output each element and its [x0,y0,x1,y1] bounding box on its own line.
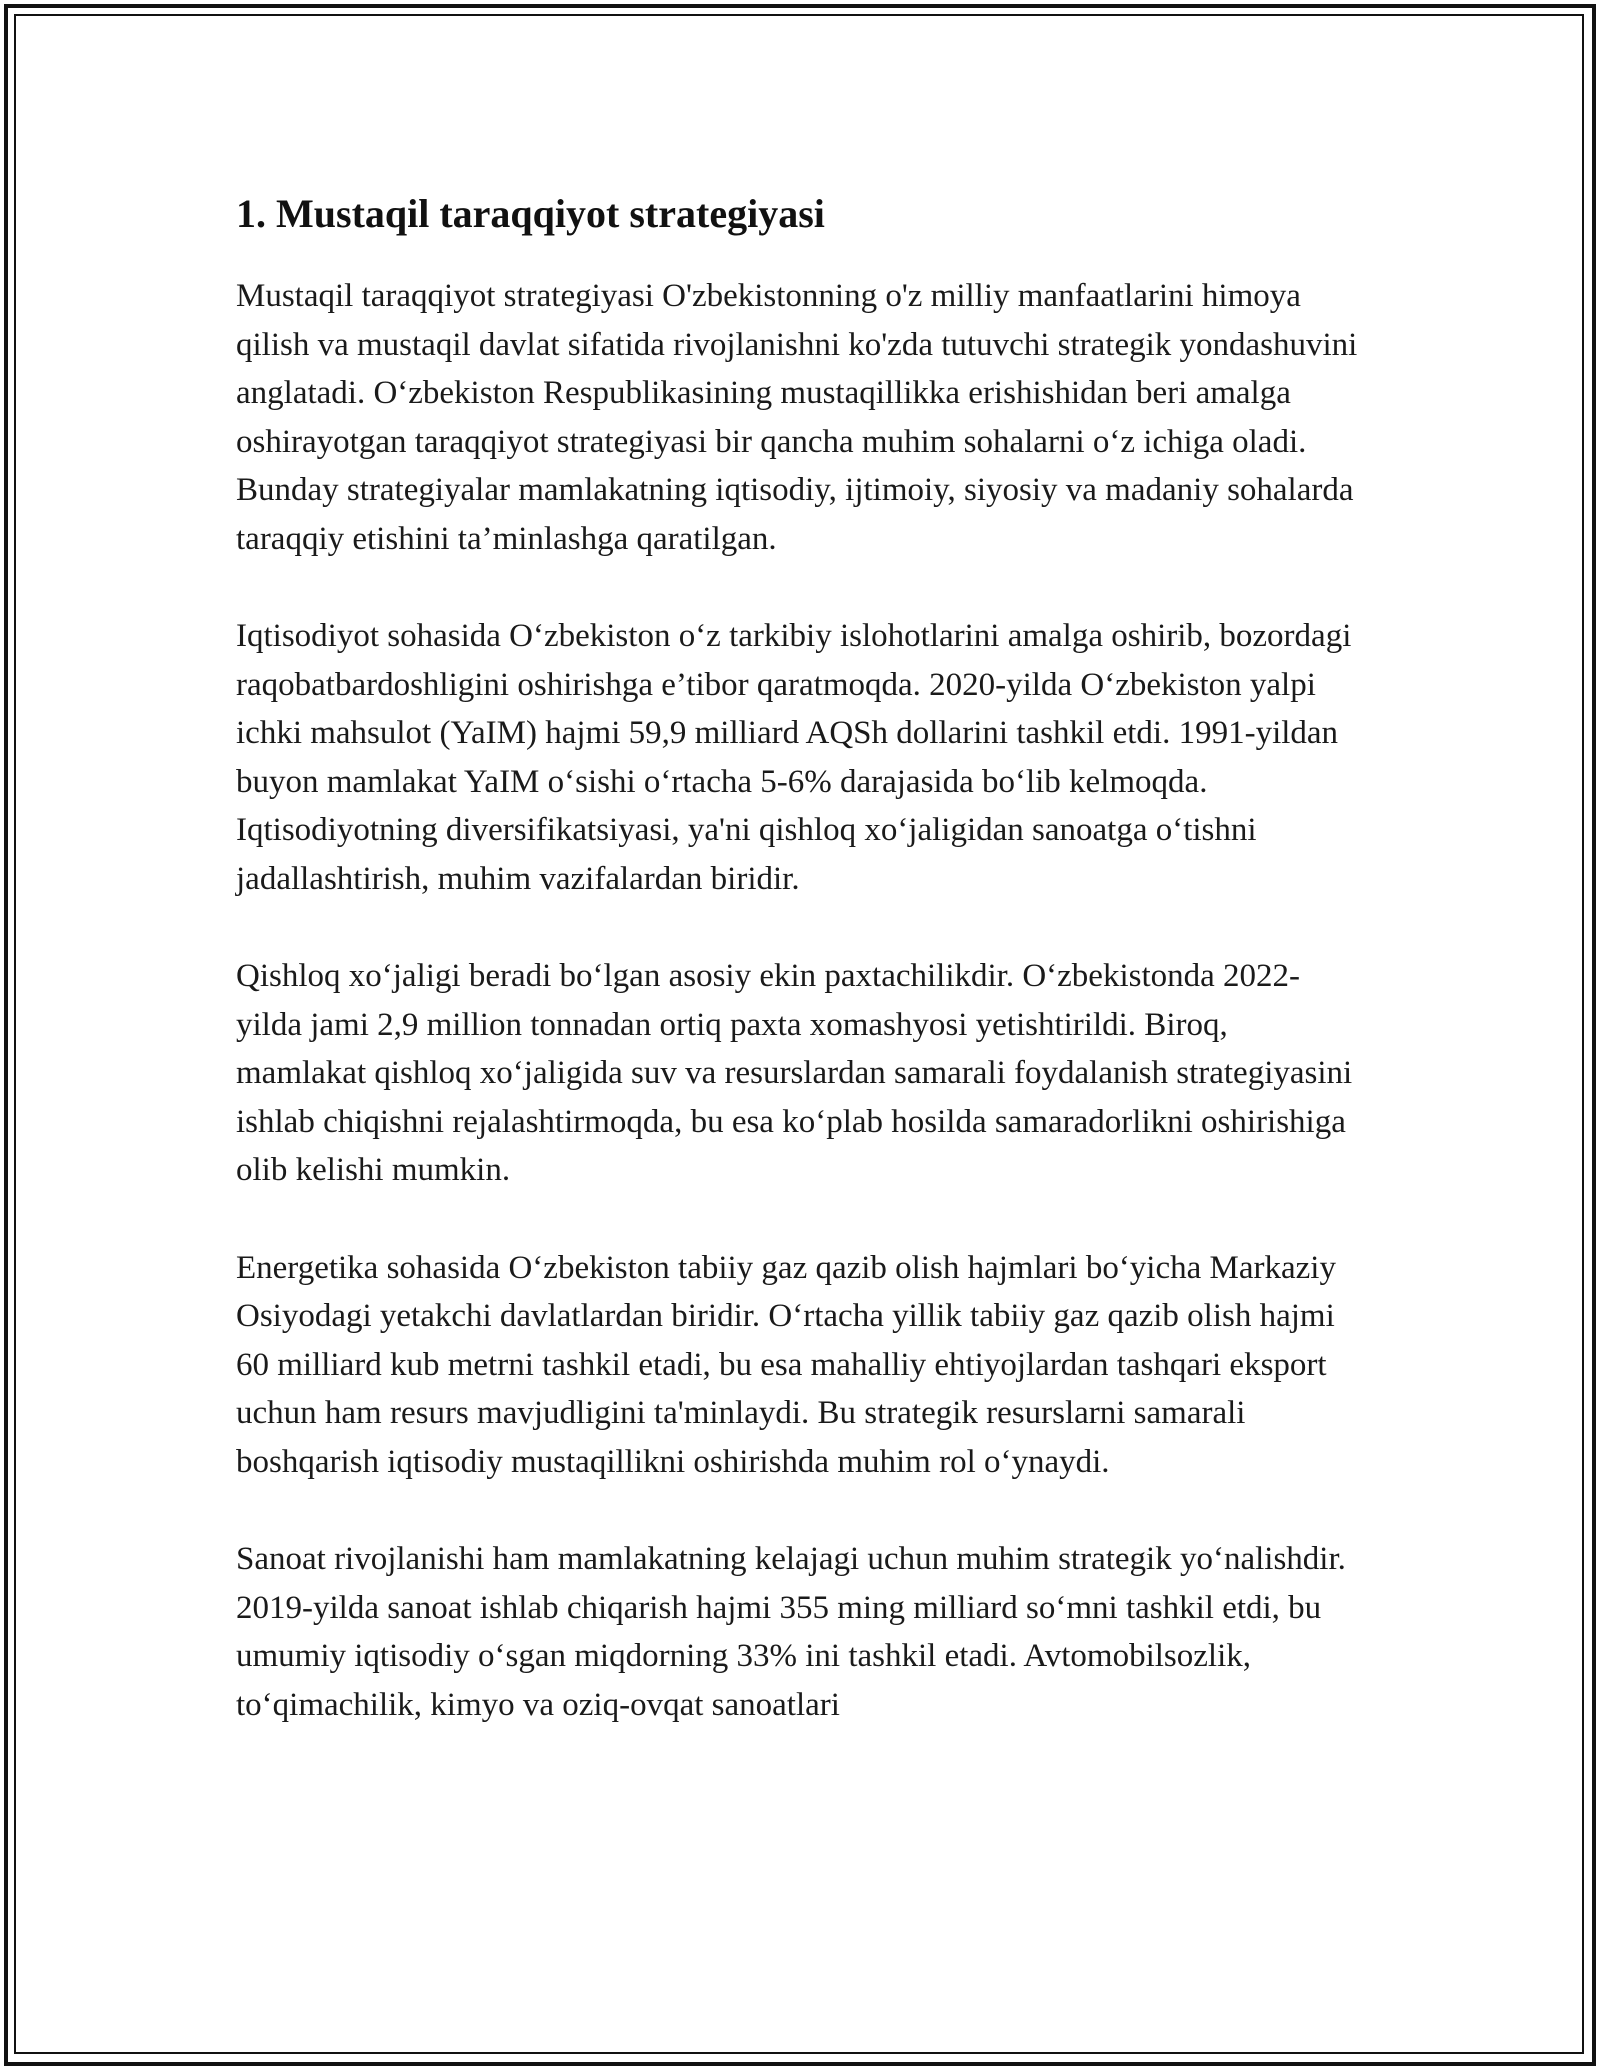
paragraph-intro: Mustaqil taraqqiyot strategiyasi O'zbekistonning o'z milliy manfaatlarini himoya qilish va mustaqil davlat sifatida rivojlanishni ko'zda tutuvchi strategik yondashuvini anglatadi. O‘zbekiston Respublikasining mustaqillikka erishishidan beri amalga oshirayotgan taraqqiyot strategiyasi bir qancha muhim sohalarni o‘z ichiga oladi. Bunday strategiyalar mamlakatning iqtisodiy, ijtimoiy, siyosiy va madaniy sohalarda taraqqiy etishini ta’minlashga qaratilgan. [236,278,1358,557]
paragraph-agriculture: Qishloq xo‘jaligi beradi bo‘lgan asosiy ekin paxtachilikdir. O‘zbekistonda 2022-yilda jami 2,9 million tonnadan ortiq paxta xomashyosi yetishtirildi. Biroq, mamlakat qishloq xo‘jaligida suv va resurslardan samarali foydalanish strategiyasini ishlab chiqishni rejalashtirmoqda, bu esa ko‘plab hosilda samaradorlikni oshirishiga olib kelishi mumkin. [236,958,1353,1188]
document-body [236,186,1360,1778]
paragraph-industry: Sanoat rivojlanishi ham mamlakatning kelajagi uchun muhim strategik yo‘nalishdir. 2019-yilda sanoat ishlab chiqarish hajmi 355 ming milliard so‘mni tashkil etdi, bu umumiy iqtisodiy o‘sgan miqdorning 33% ini tashkil etadi. Avtomobilsozlik, to‘qimachilik, kimyo va oziq-ovqat sanoatlari [236,1541,1346,1723]
paragraph-economy: Iqtisodiyot sohasida O‘zbekiston o‘z tarkibiy islohotlarini amalga oshirib, bozordagi raqobatbardoshligini oshirishga e’tibor qaratmoqda. 2020-yilda O‘zbekiston yalpi ichki mahsulot (YaIM) hajmi 59,9 milliard AQSh dollarini tashkil etdi. 1991-yildan buyon mamlakat YaIM o‘sishi o‘rtacha 5-6% darajasida bo‘lib kelmoqda. Iqtisodiyotning diversifikatsiyasi, ya'ni qishloq xo‘jaligidan sanoatga o‘tishni jadallashtirish, muhim vazifalardan biridir. [236,618,1352,897]
section-heading: 1. Mustaqil taraqqiyot strategiyasi [236,191,825,236]
paragraph-energy: Energetika sohasida O‘zbekiston tabiiy gaz qazib olish hajmlari bo‘yicha Markaziy Osiyodagi yetakchi davlatlardan biridir. O‘rtacha yillik tabiiy gaz qazib olish hajmi 60 milliard kub metrni tashkil etadi, bu esa mahalliy ehtiyojlardan tashqari eksport uchun ham resurs mavjudligini ta'minlaydi. Bu strategik resurslarni samarali boshqarish iqtisodiy mustaqillikni oshirishda muhim rol o‘ynaydi. [236,1249,1336,1480]
